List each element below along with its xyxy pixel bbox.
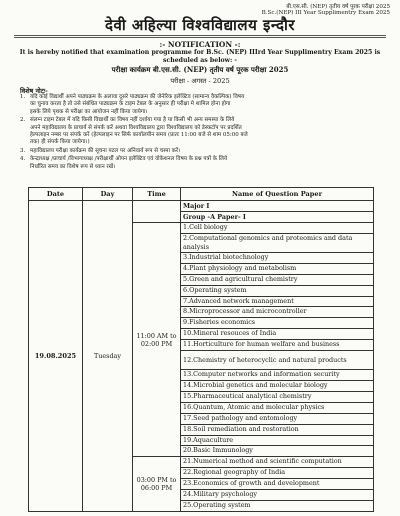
table-row	[29, 201, 374, 212]
time-slot-afternoon: 03:00 PM to 06:00 PM	[133, 457, 181, 512]
note-line	[20, 109, 388, 116]
paper-cell: 12.Chemistry of heterocyclic and natural products	[181, 351, 374, 370]
exam-date: 19.08.2025	[29, 201, 83, 512]
paper-cell: 20.Basic Immunology	[181, 446, 374, 457]
paper-cell: 17.Seed pathology and entomology	[181, 413, 374, 424]
exam-session: परीक्षा - अगस्त - 2025	[170, 77, 230, 85]
note-item	[20, 148, 388, 155]
note-text: अपने महाविद्यालय के प्राचार्य से संपर्क करें अथवा विश्वविद्यालय द्वारा विश्वविद्यालय को डेस्कटॉप पर प्रदर्शित	[30, 124, 242, 131]
note-text: केन्द्राध्यक्ष /प्राचार्य /विभागाध्यक्ष /परीक्षार्थी ओपन इलेक्टिव एवं वोकेशनल विषय के प्रश्न पत्रों के लिये	[30, 156, 228, 163]
notice-text-line-2: scheduled as below: -	[163, 57, 237, 64]
notes-title: विशेष नोटः-	[20, 87, 48, 95]
paper-cell: 10.Mineral resouces of India	[181, 329, 374, 340]
header-course-english: B.Sc.(NEP) III Year Supplimentry Exam 2025	[261, 10, 390, 16]
paper-cell: 4.Plant physiology and metabolism	[181, 263, 374, 274]
paper-cell: 6.Operating system	[181, 285, 374, 296]
paper-cell: 13.Computer networks and information security	[181, 370, 374, 381]
note-line	[20, 101, 388, 108]
notice-text-line-1: It is hereby notified that examination programme for B.Sc. (NEP) IIIrd Year Supplimentry Exam 2025 is	[19, 49, 381, 56]
note-line	[20, 148, 388, 155]
table-header-row	[29, 188, 374, 201]
paper-cell: 16.Quantum, Atomic and molecular physics	[181, 402, 374, 413]
column-header-day: Day	[83, 188, 133, 201]
column-header-time: Time	[133, 188, 181, 201]
note-text: संलग्न टाइम टेबल में यदि किसी विद्यार्थी का विषय नहीं दर्शाया गया है या किसी भी अन्य समस्या के लिये	[30, 117, 235, 124]
paper-cell: 24.Military psychology	[181, 490, 374, 501]
paper-cell: 2.Computational genomics and proteomics and data analysis	[181, 233, 374, 252]
note-item	[20, 117, 388, 147]
paper-cell: 25.Operating system	[181, 500, 374, 511]
note-number: 4.	[20, 156, 26, 163]
paper-cell: 1.Cell biology	[181, 223, 374, 234]
note-item	[20, 156, 388, 171]
paper-cell: 21.Numerical method and scientific computation	[181, 457, 374, 468]
note-item	[20, 94, 388, 116]
paper-cell: 18.Soil remediation and restoration	[181, 424, 374, 435]
column-header-date: Date	[29, 188, 83, 201]
paper-cell: 3.Industrial biotechnology	[181, 252, 374, 263]
note-line	[20, 139, 388, 146]
note-text: हेल्पलाइन नम्बर पर संपर्क करें (हेल्पलाइन पर सिर्फ कार्यालयीन समय (प्रातः 11:00 बजे से शाम 05:00 बजे	[30, 132, 248, 138]
note-text: महाविद्यालय परीक्षा कार्यक्रम की सूचना पटल पर अनिवार्य रूप से चस्पा करें।	[30, 147, 181, 154]
note-number: 2.	[20, 117, 26, 124]
paper-cell: 15.Pharmaceutical analytical chemistry	[181, 391, 374, 402]
note-text: यदि कोई विद्यार्थी अपने पाठ्यक्रम के अलावा दूसरे पाठ्यक्रम की जेनेरिक इलेक्टिव (सामान्य वैकल्पिक) विषय	[30, 94, 245, 100]
header-course-hindi: बी.एस.सी. (NEP) तृतीय वर्ष पूरक परीक्षा 2025	[286, 4, 390, 10]
major-label: Major I	[181, 201, 374, 212]
note-number: 1.	[20, 94, 26, 100]
note-text: तक) ही संपर्क किया जायेगा।)	[30, 139, 90, 146]
paper-cell: 22.Regional geography of India	[181, 468, 374, 479]
exam-day: Tuesday	[83, 201, 133, 512]
paper-cell: 19.Aquaculture	[181, 435, 374, 446]
note-text: का चुनाव करता है तो उसे संबंधित पाठ्यक्रम के टाइम टेबल के अनुसार ही परीक्षा मे शामिल होना होगा	[30, 101, 231, 108]
paper-cell: 9.Fisheries economics	[181, 318, 374, 329]
group-label: Group -A Paper- I	[181, 212, 374, 223]
note-line	[20, 125, 388, 132]
title-divider-thin	[14, 37, 386, 38]
time-slot-morning: 11:00 AM to 02:00 PM	[133, 223, 181, 457]
note-number: 3.	[20, 147, 26, 154]
note-line	[20, 117, 388, 124]
paper-cell: 7.Advanced network management	[181, 296, 374, 307]
paper-cell: 23.Economics of growth and development	[181, 479, 374, 490]
paper-cell: 14.Microbial genetics and molecular biology	[181, 380, 374, 391]
paper-cell: 8.Microprocessor and microcontroller	[181, 307, 374, 318]
note-text: इसके लिये पृथक से परीक्षा का आयोजन नहीं किया जायेगा।	[30, 108, 148, 115]
note-text: निर्धारित समय का विशेष रूप से ध्यान रखें।	[30, 163, 116, 170]
note-line	[20, 164, 388, 171]
notification-heading: :- NOTIFICATION -:	[159, 40, 241, 49]
schedule-table	[28, 187, 374, 512]
programme-title-hindi: परीक्षा कार्यक्रम बी.एस.सी. (NEP) तृतीय वर्ष पूरक परीक्षा 2025	[111, 65, 289, 74]
university-title: देवी अहिल्या विश्वविद्यालय इन्दौर	[105, 16, 295, 34]
time-blank	[133, 201, 181, 223]
column-header-paper: Name of Question Paper	[181, 188, 374, 201]
paper-cell: 11.Horticulture for human welfare and business	[181, 340, 374, 351]
paper-cell: 5.Green and agricultural chemistry	[181, 274, 374, 285]
note-line	[20, 156, 388, 163]
